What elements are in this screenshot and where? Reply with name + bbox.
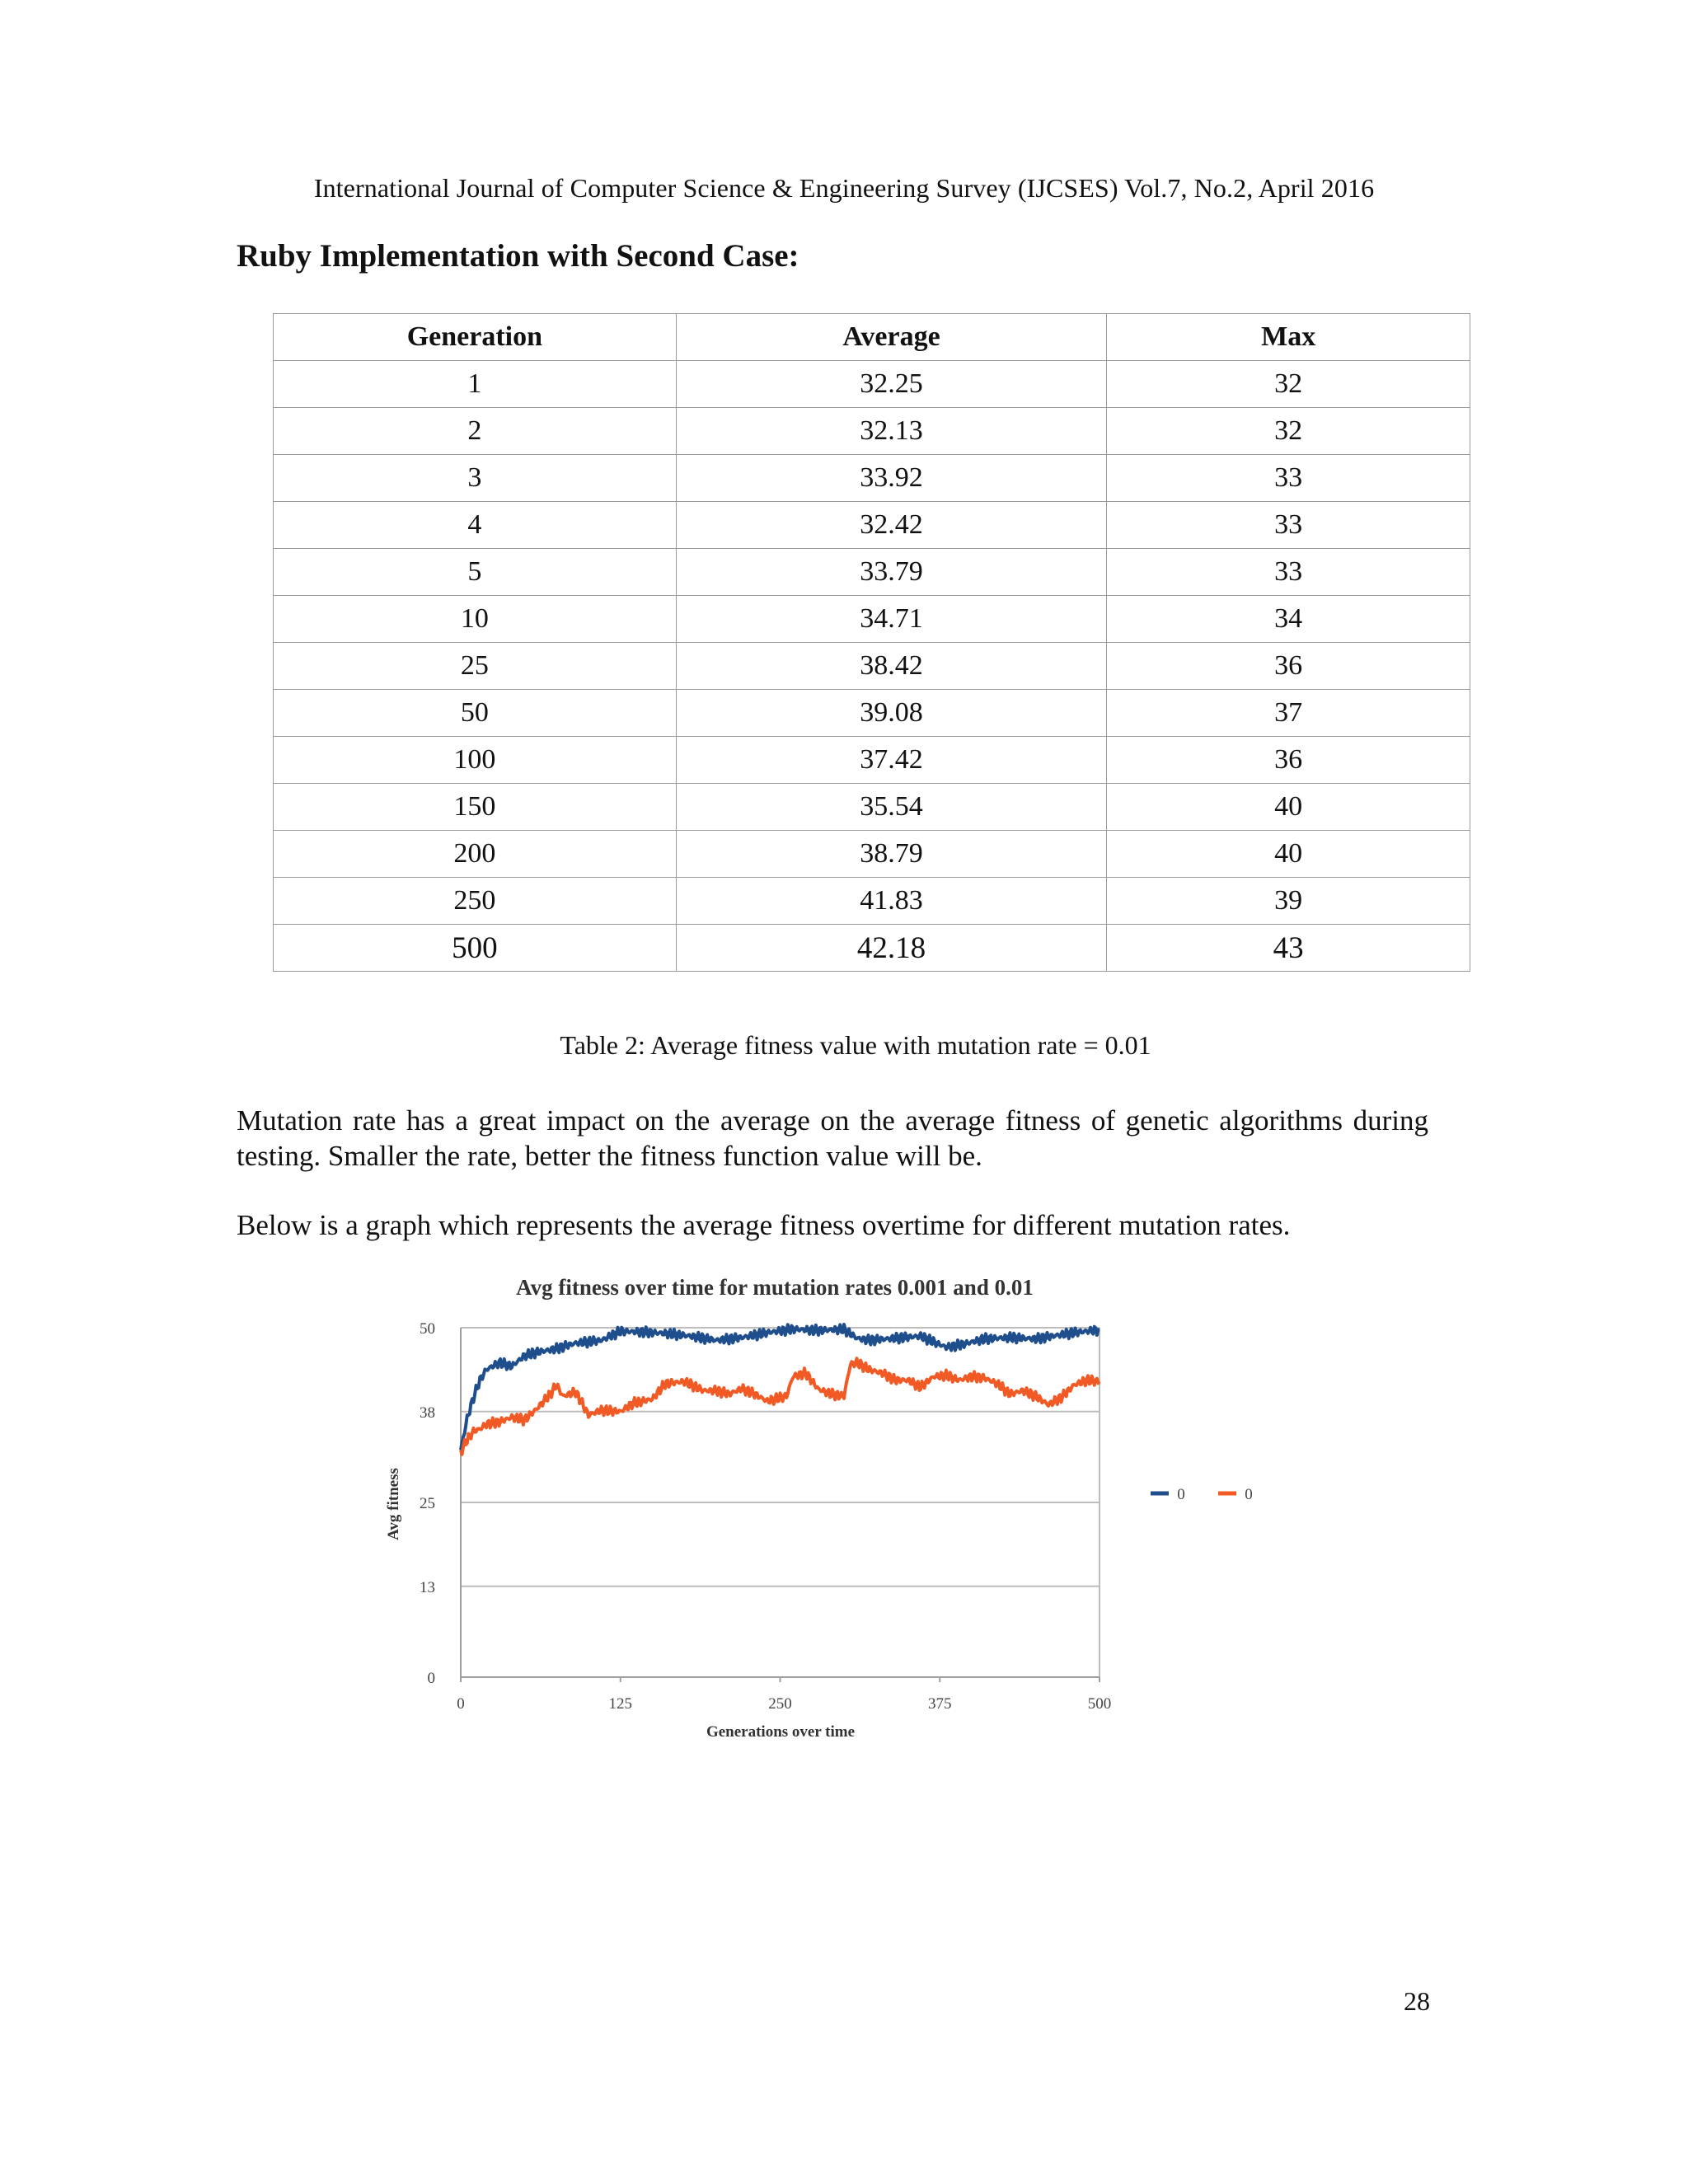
- x-axis-label: Generations over time: [706, 1723, 856, 1741]
- cell-average: 42.18: [676, 925, 1107, 972]
- table-row: [274, 737, 1470, 784]
- cell-max: 39: [1107, 878, 1470, 925]
- cell-generation: 4: [274, 502, 677, 549]
- cell-max: 36: [1107, 737, 1470, 784]
- cell-average: 35.54: [676, 784, 1107, 831]
- y-tick-label: 25: [420, 1495, 435, 1512]
- results-table: [273, 313, 1470, 972]
- cell-generation: 50: [274, 690, 677, 737]
- cell-generation: 25: [274, 643, 677, 690]
- cell-max: 43: [1107, 925, 1470, 972]
- cell-average: 34.71: [676, 596, 1107, 643]
- table-row: [274, 455, 1470, 502]
- table-row: [274, 361, 1470, 408]
- cell-generation: 1: [274, 361, 677, 408]
- x-tick-label: 500: [1087, 1695, 1112, 1713]
- paragraph-mutation-rate: Mutation rate has a great impact on the average on the average fitness of genetic algorithms during testing. Smaller the rate, better the fitness function value will be.: [237, 1104, 1428, 1172]
- y-axis-label: Avg fitness: [385, 1468, 402, 1540]
- fitness-chart: [371, 1261, 1343, 1755]
- table-row: [274, 596, 1470, 643]
- cell-generation: 500: [274, 925, 677, 972]
- table-row: [274, 408, 1470, 455]
- x-tick-label: 375: [928, 1695, 952, 1713]
- cell-generation: 150: [274, 784, 677, 831]
- x-tick-label: 125: [608, 1695, 632, 1713]
- cell-average: 32.42: [676, 502, 1107, 549]
- column-header-average: Average: [676, 314, 1107, 361]
- table-row: [274, 690, 1470, 737]
- y-tick-label: 0: [427, 1670, 435, 1687]
- cell-max: 34: [1107, 596, 1470, 643]
- cell-average: 38.79: [676, 831, 1107, 878]
- cell-average: 37.42: [676, 737, 1107, 784]
- cell-average: 32.13: [676, 408, 1107, 455]
- cell-max: 36: [1107, 643, 1470, 690]
- cell-generation: 200: [274, 831, 677, 878]
- table-row: [274, 502, 1470, 549]
- x-tick-label: 250: [768, 1695, 792, 1713]
- legend-label: 0: [1177, 1486, 1185, 1503]
- table-row: [274, 784, 1470, 831]
- cell-average: 33.92: [676, 455, 1107, 502]
- cell-generation: 3: [274, 455, 677, 502]
- cell-max: 33: [1107, 502, 1470, 549]
- section-title: Ruby Implementation with Second Case:: [237, 238, 799, 274]
- cell-max: 32: [1107, 361, 1470, 408]
- table-body: [274, 361, 1470, 972]
- cell-average: 33.79: [676, 549, 1107, 596]
- cell-max: 40: [1107, 831, 1470, 878]
- table-row: [274, 831, 1470, 878]
- chart-title: Avg fitness over time for mutation rates 0.001 and 0.01: [516, 1275, 1034, 1300]
- cell-average: 41.83: [676, 878, 1107, 925]
- cell-generation: 100: [274, 737, 677, 784]
- series-line-mutation-001: [461, 1358, 1100, 1455]
- x-tick-label: 0: [457, 1695, 465, 1713]
- y-tick-label: 38: [420, 1404, 435, 1422]
- table-caption: Table 2: Average fitness value with mutation rate = 0.01: [560, 1030, 1151, 1060]
- cell-average: 38.42: [676, 643, 1107, 690]
- cell-generation: 250: [274, 878, 677, 925]
- cell-max: 37: [1107, 690, 1470, 737]
- legend-label: 0: [1245, 1486, 1253, 1503]
- cell-max: 32: [1107, 408, 1470, 455]
- cell-max: 33: [1107, 549, 1470, 596]
- page-number: 28: [1404, 1986, 1430, 2016]
- cell-generation: 2: [274, 408, 677, 455]
- column-header-generation: Generation: [274, 314, 677, 361]
- table-row: [274, 643, 1470, 690]
- cell-max: 33: [1107, 455, 1470, 502]
- cell-generation: 10: [274, 596, 677, 643]
- cell-generation: 5: [274, 549, 677, 596]
- table-row: [274, 878, 1470, 925]
- journal-header: International Journal of Computer Science & Engineering Survey (IJCSES) Vol.7, No.2, April 2016: [313, 173, 1375, 203]
- cell-average: 32.25: [676, 361, 1107, 408]
- y-tick-label: 50: [420, 1320, 435, 1338]
- cell-average: 39.08: [676, 690, 1107, 737]
- table-row: [274, 925, 1470, 972]
- table-row: [274, 549, 1470, 596]
- paragraph-graph-intro: Below is a graph which represents the average fitness overtime for different mutation rates.: [237, 1209, 1291, 1241]
- y-tick-label: 13: [420, 1578, 435, 1596]
- column-header-max: Max: [1107, 314, 1470, 361]
- cell-max: 40: [1107, 784, 1470, 831]
